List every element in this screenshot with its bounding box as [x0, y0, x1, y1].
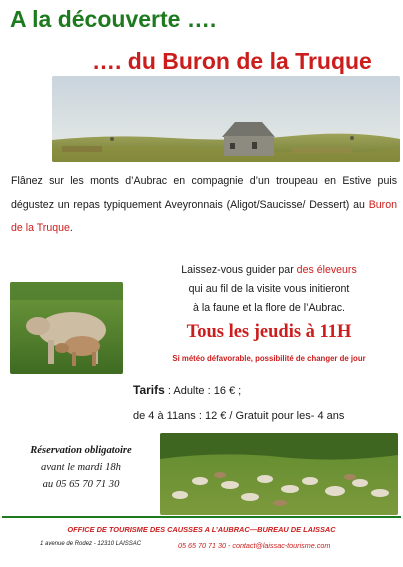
footer-divider — [2, 516, 401, 518]
tourism-office-name: OFFICE DE TOURISME DES CAUSSES A L’AUBRAC—BUREAU DE LAISSAC — [67, 525, 336, 534]
guide-line-1: Laissez-vous guider par des éleveurs — [181, 264, 357, 276]
intro-highlight-buron: Buron de la Truque — [11, 198, 397, 234]
office-address: 1 avenue de Rodez - 12310 LAISSAC — [40, 541, 142, 547]
title-line-2: …. du Buron de la Truque — [92, 48, 372, 74]
tarifs-line-2: de 4 à 11ans : 12 € / Gratuit pour les- 4 ans — [133, 410, 345, 422]
tarifs-label: Tarifs — [133, 383, 165, 397]
tarifs-block — [133, 378, 344, 429]
cow-and-calf-photo — [10, 282, 123, 374]
tarifs-line-1: Tarifs : Adulte : 16 € ; — [133, 383, 242, 397]
guide-line-2: qui au fil de la visite vous initieront — [188, 283, 350, 295]
office-contact[interactable]: 05 65 70 71 30 - contact@laissac-tourisme.com — [178, 541, 331, 550]
herd-of-cows-photo — [160, 433, 398, 515]
reservation-line-2: avant le mardi 18h — [41, 462, 121, 473]
schedule-headline: Tous les jeudis à 11H — [186, 322, 352, 342]
intro-end: . — [69, 222, 73, 234]
intro-text: Flânez sur les monts d’Aubrac en compagnie d’un troupeau en Estive puis dégustez un repas typiquement Aveyronnais (Aligot/Saucisse/ Dessert) au — [11, 175, 397, 211]
title-line-1: A la découverte …. — [10, 6, 217, 32]
reservation-block — [12, 442, 150, 493]
buron-landscape-photo — [52, 76, 400, 162]
guide-highlight-eleveurs: des éleveurs — [296, 264, 357, 276]
intro-paragraph — [11, 170, 397, 241]
weather-note: Si météo défavorable, possibilité de changer de jour — [172, 354, 366, 363]
guide-paragraph — [138, 261, 400, 318]
reservation-phone: au 05 65 70 71 30 — [42, 479, 120, 490]
guide-line-3: à la faune et la flore de l’Aubrac. — [193, 302, 345, 314]
reservation-line-1: Réservation obligatoire — [30, 445, 132, 456]
